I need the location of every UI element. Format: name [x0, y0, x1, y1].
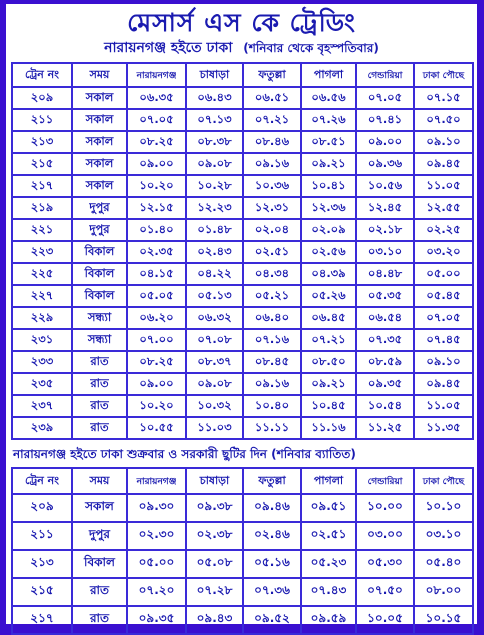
- table-row: [12, 131, 473, 153]
- cell-gendaria: ০৭.৫০: [356, 578, 414, 606]
- cell-train-no: ২২৫: [12, 263, 72, 285]
- cell-narayanganj: ১০.৫৫: [127, 417, 186, 439]
- route-days: (শনিবার থেকে বৃহস্পতিবার): [243, 41, 379, 55]
- cell-fatullah: ০২.০৪: [243, 219, 301, 241]
- cell-pagla: ০৭.২১: [301, 329, 356, 351]
- cell-chashara: ০৭.১৩: [186, 109, 243, 131]
- cell-narayanganj: ০২.৩০: [127, 522, 186, 550]
- cell-time: বিকাল: [72, 241, 127, 263]
- cell-fatullah: ১০.৪০: [243, 395, 301, 417]
- cell-train-no: ২৩৫: [12, 373, 72, 395]
- cell-dhaka-arrival: ০৮.০০: [414, 578, 473, 606]
- cell-fatullah: ১১.১১: [243, 417, 301, 439]
- cell-time: সকাল: [72, 109, 127, 131]
- cell-pagla: ০৯.৫৯: [301, 606, 356, 634]
- cell-time: বিকাল: [72, 550, 127, 578]
- header-time: সময়: [72, 63, 127, 87]
- cell-pagla: ০২.০৯: [301, 219, 356, 241]
- cell-narayanganj: ০৮.২৫: [127, 131, 186, 153]
- header-chashara: চাষাড়া: [186, 468, 243, 494]
- table-row: [12, 285, 473, 307]
- cell-narayanganj: ০৯.০০: [127, 153, 186, 175]
- cell-train-no: ২২৯: [12, 307, 72, 329]
- cell-chashara: ০৯.০৮: [186, 153, 243, 175]
- header-pagla: পাগলা: [301, 468, 356, 494]
- cell-train-no: ২০৯: [12, 494, 72, 522]
- cell-chashara: ১০.৩২: [186, 395, 243, 417]
- cell-fatullah: ০৭.৩৬: [243, 578, 301, 606]
- header-train-no: ট্রেন নং: [12, 63, 72, 87]
- cell-dhaka-arrival: ০৯.৪৫: [414, 373, 473, 395]
- cell-pagla: ০৮.৫০: [301, 351, 356, 373]
- cell-fatullah: ০৯.১৬: [243, 373, 301, 395]
- cell-chashara: ০৯.৩৮: [186, 494, 243, 522]
- cell-pagla: ০৯.৫১: [301, 494, 356, 522]
- cell-dhaka-arrival: ০৫.৪৫: [414, 285, 473, 307]
- cell-gendaria: ১২.৪৫: [356, 197, 414, 219]
- table-row: [12, 395, 473, 417]
- cell-pagla: ১০.৪১: [301, 175, 356, 197]
- cell-time: বিকাল: [72, 263, 127, 285]
- cell-chashara: ০৫.০৮: [186, 550, 243, 578]
- cell-narayanganj: ১০.২০: [127, 395, 186, 417]
- table-header-row: [12, 468, 473, 494]
- weekday-timetable: [11, 62, 474, 440]
- cell-gendaria: ১০.০৫: [356, 606, 414, 634]
- cell-chashara: ০৬.৪৩: [186, 87, 243, 109]
- cell-chashara: ০৯.০৮: [186, 373, 243, 395]
- timetable-sheet: [6, 4, 477, 624]
- cell-train-no: ২৩৩: [12, 351, 72, 373]
- cell-pagla: ১২.৩৬: [301, 197, 356, 219]
- table-row: [12, 263, 473, 285]
- cell-fatullah: ০৭.১৬: [243, 329, 301, 351]
- cell-pagla: ০৯.২১: [301, 373, 356, 395]
- cell-narayanganj: ০৬.২০: [127, 307, 186, 329]
- cell-fatullah: ০৭.২১: [243, 109, 301, 131]
- cell-gendaria: ০৩.০০: [356, 522, 414, 550]
- cell-narayanganj: ০৭.০০: [127, 329, 186, 351]
- table-row: [12, 351, 473, 373]
- cell-narayanganj: ০৭.২০: [127, 578, 186, 606]
- cell-chashara: ০৯.৪৩: [186, 606, 243, 634]
- header-narayanganj: নারায়নগঞ্জ: [127, 63, 186, 87]
- cell-dhaka-arrival: ০৫.০০: [414, 263, 473, 285]
- table-row: [12, 87, 473, 109]
- header-fatullah: ফতুল্লা: [243, 63, 301, 87]
- cell-train-no: ২২৩: [12, 241, 72, 263]
- cell-gendaria: ০৭.০৫: [356, 87, 414, 109]
- cell-chashara: ০৭.০৮: [186, 329, 243, 351]
- table-row: [12, 307, 473, 329]
- cell-narayanganj: ১০.২০: [127, 175, 186, 197]
- cell-time: সকাল: [72, 494, 127, 522]
- cell-train-no: ২১৩: [12, 550, 72, 578]
- cell-dhaka-arrival: ০৩.১০: [414, 522, 473, 550]
- cell-train-no: ২১৭: [12, 175, 72, 197]
- table-row: [12, 606, 473, 634]
- cell-chashara: ০৬.৩২: [186, 307, 243, 329]
- cell-time: সন্ধ্যা: [72, 307, 127, 329]
- cell-dhaka-arrival: ০৭.০৫: [414, 307, 473, 329]
- cell-gendaria: ০৮.৫৯: [356, 351, 414, 373]
- cell-train-no: ২২১: [12, 219, 72, 241]
- cell-pagla: ০৪.৩৯: [301, 263, 356, 285]
- holiday-timetable: [11, 467, 474, 635]
- cell-fatullah: ০৯.৪৬: [243, 494, 301, 522]
- cell-narayanganj: ১২.১৫: [127, 197, 186, 219]
- cell-fatullah: ০৫.১৬: [243, 550, 301, 578]
- cell-gendaria: ১০.০০: [356, 494, 414, 522]
- cell-train-no: ২৩৭: [12, 395, 72, 417]
- cell-dhaka-arrival: ০৫.৪০: [414, 550, 473, 578]
- table-row: [12, 417, 473, 439]
- table-row: [12, 197, 473, 219]
- cell-dhaka-arrival: ০৭.১৫: [414, 87, 473, 109]
- header-chashara: চাষাড়া: [186, 63, 243, 87]
- cell-gendaria: ০৯.৩৬: [356, 153, 414, 175]
- cell-train-no: ২১৫: [12, 578, 72, 606]
- cell-chashara: ০১.৪৮: [186, 219, 243, 241]
- cell-dhaka-arrival: ১১.৩৫: [414, 417, 473, 439]
- cell-gendaria: ০৯.০০: [356, 131, 414, 153]
- cell-pagla: ০৫.২৩: [301, 550, 356, 578]
- header-fatullah: ফতুল্লা: [243, 468, 301, 494]
- table-row: [12, 219, 473, 241]
- table-row: [12, 494, 473, 522]
- cell-train-no: ২০৯: [12, 87, 72, 109]
- cell-gendaria: ০৩.১০: [356, 241, 414, 263]
- table-row: [12, 153, 473, 175]
- cell-pagla: ০২.৫১: [301, 522, 356, 550]
- cell-pagla: ০৫.২৬: [301, 285, 356, 307]
- cell-time: সকাল: [72, 87, 127, 109]
- cell-pagla: ০৬.৫৬: [301, 87, 356, 109]
- cell-chashara: ১১.০৩: [186, 417, 243, 439]
- cell-dhaka-arrival: ০৭.৫০: [414, 109, 473, 131]
- table-row: [12, 241, 473, 263]
- cell-pagla: ০৯.২১: [301, 153, 356, 175]
- cell-fatullah: ০৬.৫১: [243, 87, 301, 109]
- cell-time: রাত: [72, 578, 127, 606]
- cell-time: রাত: [72, 606, 127, 634]
- cell-chashara: ০৮.৩৭: [186, 351, 243, 373]
- cell-gendaria: ০৭.৩৫: [356, 329, 414, 351]
- cell-narayanganj: ০৯.৩৫: [127, 606, 186, 634]
- cell-time: বিকাল: [72, 285, 127, 307]
- table-row: [12, 522, 473, 550]
- cell-fatullah: ০২.৪৬: [243, 522, 301, 550]
- cell-narayanganj: ০৭.০৫: [127, 109, 186, 131]
- cell-chashara: ০৮.৩৮: [186, 131, 243, 153]
- cell-fatullah: ০৮.৪৬: [243, 131, 301, 153]
- cell-dhaka-arrival: ১১.০৫: [414, 395, 473, 417]
- cell-time: সন্ধ্যা: [72, 329, 127, 351]
- cell-fatullah: ০২.৫১: [243, 241, 301, 263]
- cell-train-no: ২২৭: [12, 285, 72, 307]
- cell-chashara: ০৪.২২: [186, 263, 243, 285]
- cell-time: রাত: [72, 373, 127, 395]
- header-dhaka-arrival: ঢাকা পৌছে: [414, 468, 473, 494]
- cell-narayanganj: ০৯.৩০: [127, 494, 186, 522]
- cell-gendaria: ১১.২৫: [356, 417, 414, 439]
- cell-time: দুপুর: [72, 197, 127, 219]
- cell-fatullah: ০৮.৪৫: [243, 351, 301, 373]
- header-gendaria: গেন্ডারিয়া: [356, 63, 414, 87]
- cell-train-no: ২৩১: [12, 329, 72, 351]
- cell-narayanganj: ০৯.০০: [127, 373, 186, 395]
- cell-pagla: ০৭.২৬: [301, 109, 356, 131]
- cell-pagla: ০২.৫৬: [301, 241, 356, 263]
- cell-narayanganj: ০১.৪০: [127, 219, 186, 241]
- cell-dhaka-arrival: ০৯.১০: [414, 131, 473, 153]
- cell-time: দুপুর: [72, 219, 127, 241]
- cell-chashara: ১২.২৩: [186, 197, 243, 219]
- cell-gendaria: ০৬.৫৪: [356, 307, 414, 329]
- cell-chashara: ০৫.১৩: [186, 285, 243, 307]
- cell-dhaka-arrival: ১২.৫৫: [414, 197, 473, 219]
- cell-gendaria: ০৫.৩০: [356, 550, 414, 578]
- table-row: [12, 373, 473, 395]
- cell-fatullah: ০৯.৫২: [243, 606, 301, 634]
- cell-pagla: ০৮.৫১: [301, 131, 356, 153]
- cell-gendaria: ০৯.৩৫: [356, 373, 414, 395]
- cell-chashara: ০২.৩৮: [186, 522, 243, 550]
- cell-time: সকাল: [72, 153, 127, 175]
- cell-dhaka-arrival: ০৩.২০: [414, 241, 473, 263]
- route-subtitle: [11, 38, 472, 58]
- cell-dhaka-arrival: ০৭.৪৫: [414, 329, 473, 351]
- route-label: নারায়নগঞ্জ হইতে ঢাকা: [104, 40, 233, 56]
- holiday-section-title: নারায়নগঞ্জ হইতে ঢাকা শুক্রবার ও সরকারী ছুটির দিন (শনিবার ব্যাতিত): [13, 447, 356, 461]
- table-row: [12, 175, 473, 197]
- header-gendaria: গেন্ডারিয়া: [356, 468, 414, 494]
- page-title: মেসার্স এস কে ট্রেডিং: [127, 8, 356, 37]
- cell-fatullah: ০৬.৪০: [243, 307, 301, 329]
- table-header-row: [12, 63, 473, 87]
- cell-train-no: ২১১: [12, 109, 72, 131]
- table-row: [12, 109, 473, 131]
- cell-pagla: ০৭.৪৩: [301, 578, 356, 606]
- cell-narayanganj: ০২.৩৫: [127, 241, 186, 263]
- table-row: [12, 329, 473, 351]
- cell-train-no: ২৩৯: [12, 417, 72, 439]
- cell-fatullah: ১০.৩৬: [243, 175, 301, 197]
- cell-narayanganj: ০৫.০৫: [127, 285, 186, 307]
- cell-gendaria: ০৫.৩৫: [356, 285, 414, 307]
- header-narayanganj: নারায়নগঞ্জ: [127, 468, 186, 494]
- cell-chashara: ০৭.২৮: [186, 578, 243, 606]
- cell-gendaria: ১০.৫৬: [356, 175, 414, 197]
- weekday-table-body: [12, 87, 473, 439]
- cell-dhaka-arrival: ১১.০৫: [414, 175, 473, 197]
- cell-train-no: ২১৫: [12, 153, 72, 175]
- cell-narayanganj: ০৬.৩৫: [127, 87, 186, 109]
- cell-time: রাত: [72, 395, 127, 417]
- cell-narayanganj: ০৪.১৫: [127, 263, 186, 285]
- cell-pagla: ১০.৪৫: [301, 395, 356, 417]
- header-train-no: ট্রেন নং: [12, 468, 72, 494]
- table-row: [12, 550, 473, 578]
- cell-train-no: ২১৭: [12, 606, 72, 634]
- header-pagla: পাগলা: [301, 63, 356, 87]
- cell-fatullah: ১২.৩১: [243, 197, 301, 219]
- cell-time: দুপুর: [72, 522, 127, 550]
- holiday-table-body: [12, 494, 473, 634]
- cell-dhaka-arrival: ০২.২৫: [414, 219, 473, 241]
- cell-pagla: ০৬.৪৫: [301, 307, 356, 329]
- cell-gendaria: ০৭.৪১: [356, 109, 414, 131]
- cell-dhaka-arrival: ০৯.৪৫: [414, 153, 473, 175]
- table-row: [12, 578, 473, 606]
- cell-dhaka-arrival: ১০.১০: [414, 494, 473, 522]
- cell-narayanganj: ০৫.০০: [127, 550, 186, 578]
- cell-pagla: ১১.১৬: [301, 417, 356, 439]
- header-dhaka-arrival: ঢাকা পৌছে: [414, 63, 473, 87]
- cell-time: রাত: [72, 417, 127, 439]
- cell-time: রাত: [72, 351, 127, 373]
- cell-train-no: ২১৯: [12, 197, 72, 219]
- cell-train-no: ২১৩: [12, 131, 72, 153]
- cell-gendaria: ০৪.৪৮: [356, 263, 414, 285]
- header-time: সময়: [72, 468, 127, 494]
- cell-dhaka-arrival: ০৯.১০: [414, 351, 473, 373]
- cell-fatullah: ০৯.১৬: [243, 153, 301, 175]
- cell-gendaria: ০২.১৮: [356, 219, 414, 241]
- cell-dhaka-arrival: ১০.১৫: [414, 606, 473, 634]
- cell-narayanganj: ০৮.২৫: [127, 351, 186, 373]
- cell-fatullah: ০৫.২১: [243, 285, 301, 307]
- cell-time: সকাল: [72, 175, 127, 197]
- cell-time: সকাল: [72, 131, 127, 153]
- cell-train-no: ২১১: [12, 522, 72, 550]
- cell-gendaria: ১০.৫৪: [356, 395, 414, 417]
- cell-fatullah: ০৪.৩৪: [243, 263, 301, 285]
- cell-chashara: ০২.৪৩: [186, 241, 243, 263]
- cell-chashara: ১০.২৮: [186, 175, 243, 197]
